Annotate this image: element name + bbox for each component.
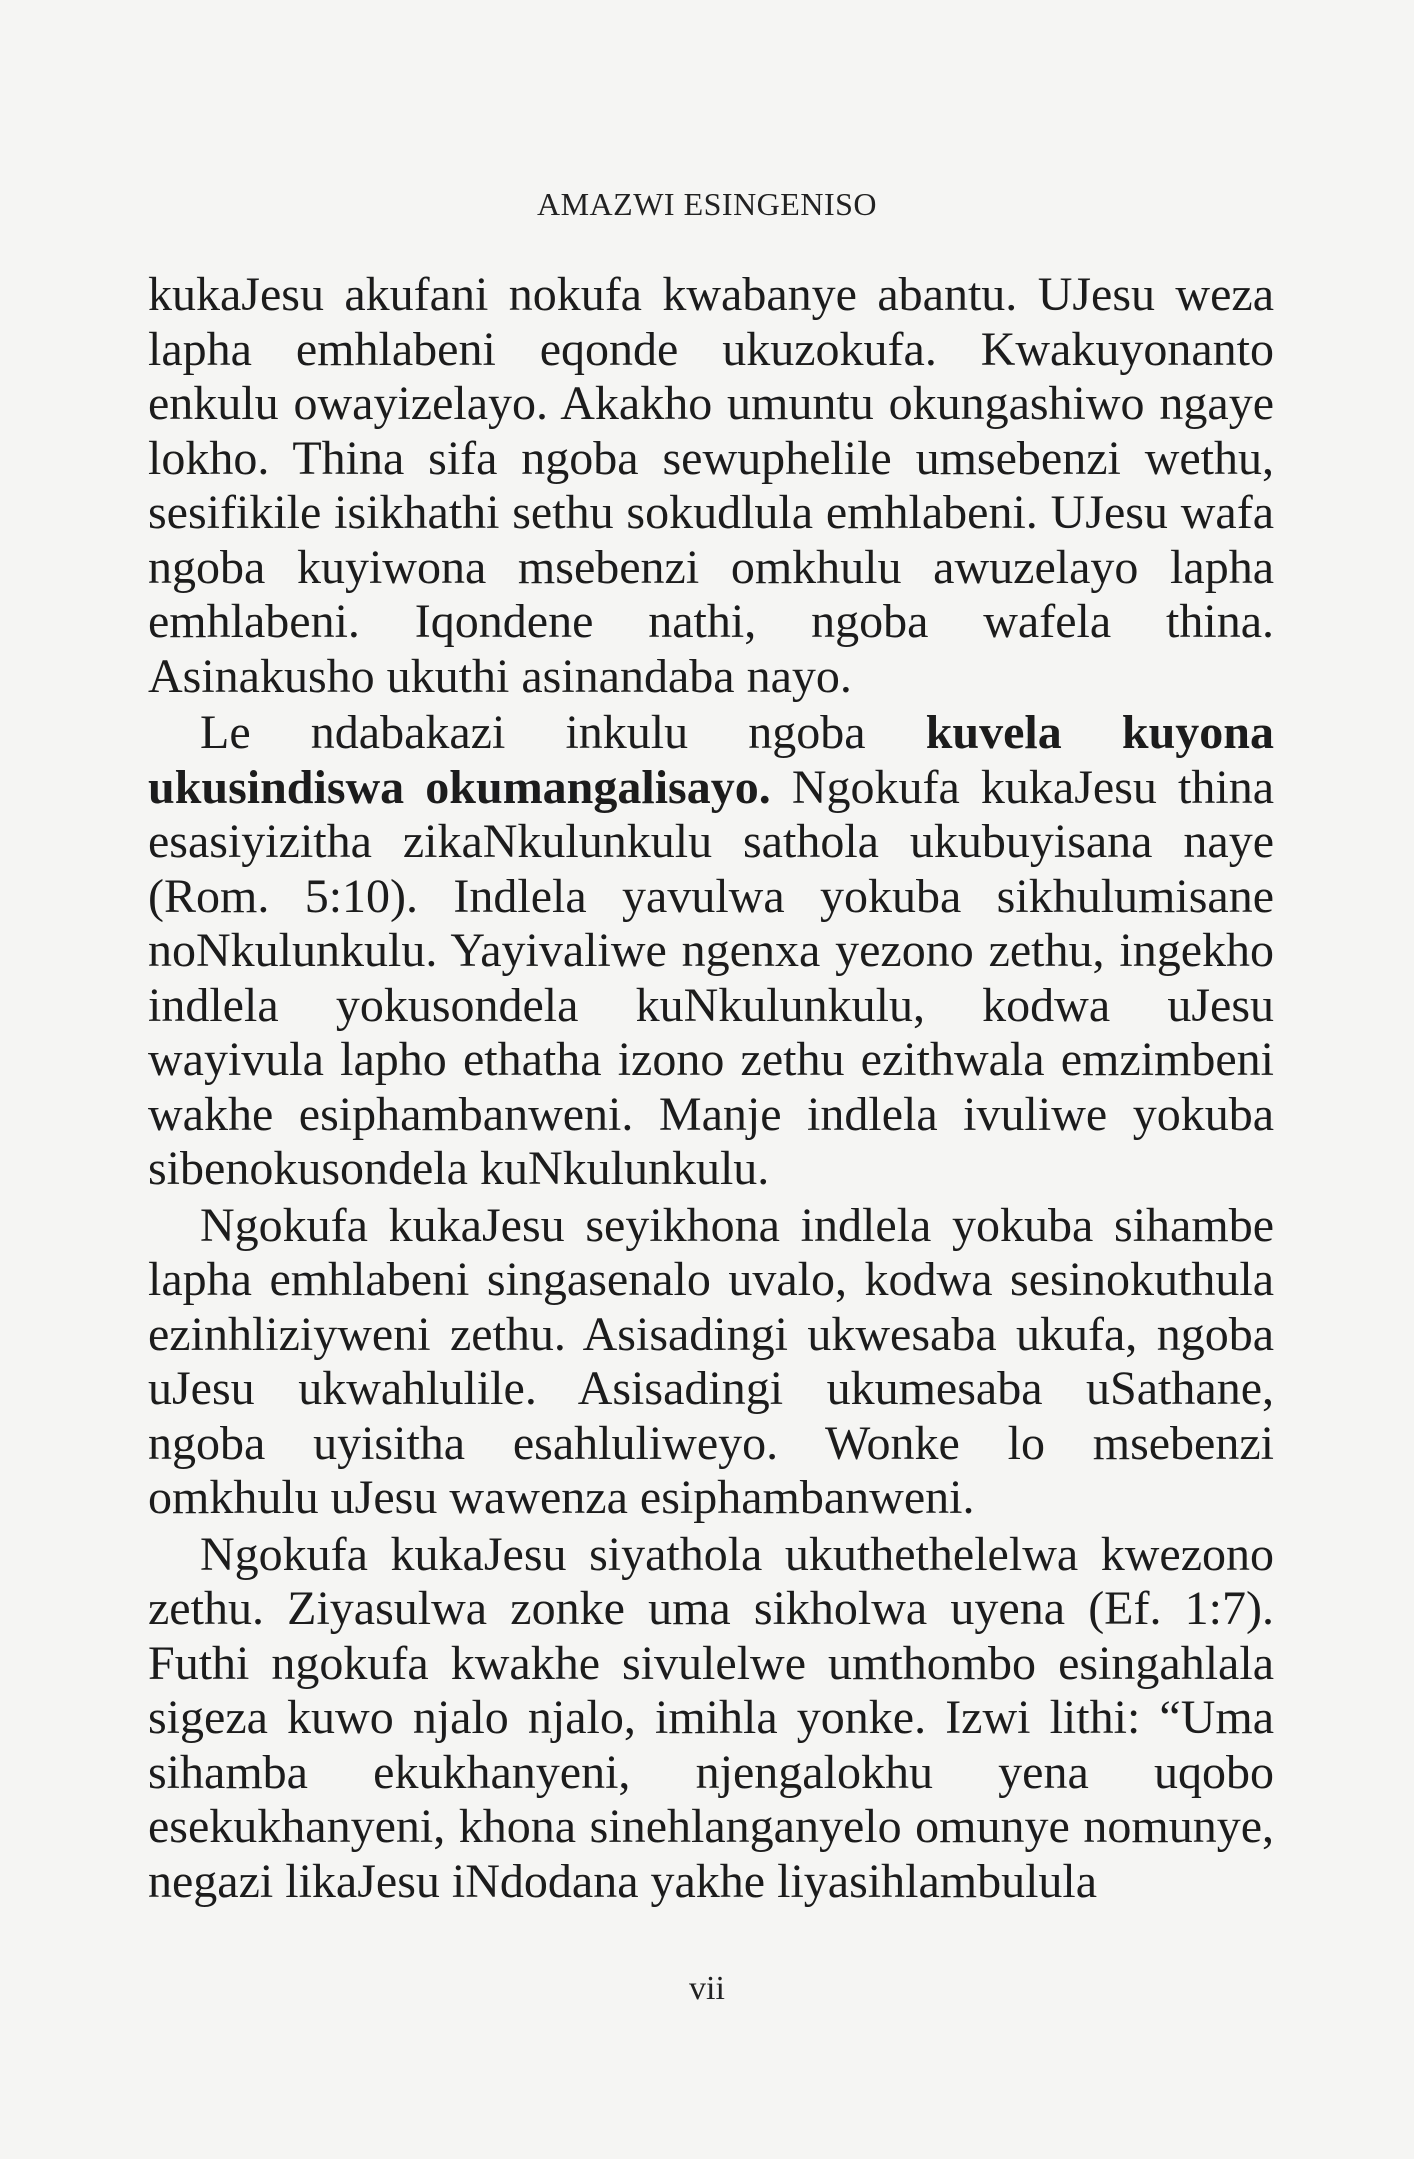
page-number: vii [689,1970,725,2007]
body-text [148,268,1274,1909]
running-head: AMAZWI ESINGENISO [536,186,877,222]
paragraph-2 [148,706,1274,1197]
paragraph-3: Ngokufa kukaJesu seyikhona indlela yokuba sihambe lapha emhlabeni singasenalo uvalo, kodwa sesinokuthula ezinhliziyweni zethu. Asisadingi ukwesaba ukufa, ngoba uJesu ukwahlulile. Asisadingi ukumesaba uSathane, ngoba uyisitha esahluliweyo. Wonke lo msebenzi omkhulu uJesu wawenza esiphambanweni. [148,1198,1274,1524]
paragraph-2-rest: Ngokufa kukaJesu thina esasiyizitha zikaNkulunkulu sathola ukubuyisana naye (Rom. 5:10). Indlela yavulwa yokuba sikhulumisane noNkulunkulu. Yayivaliwe ngenxa yezono zethu, ingekho indlela yokusondela kuNkulunkulu, kodwa uJesu wayivula lapho ethatha izono zethu ezithwala emzimbeni wakhe esiphambanweni. Manje indlela ivuliwe yokuba sibenokusondela kuNkulunkulu. [148,760,1274,1195]
paragraph-1: kukaJesu akufani nokufa kwabanye abantu. UJesu weza lapha emhlabeni eqonde ukuzokufa. Kwakuyonanto enkulu owayizelayo. Akakho umuntu okungashiwo ngaye lokho. Thina sifa ngoba sewuphelile umsebenzi wethu, sesifikile isikhathi sethu sokudlula emhlabeni. UJesu wafa ngoba kuyiwona msebenzi omkhulu awuzelayo lapha emhlabeni. Iqondene nathi, ngoba wafela thina. Asinakusho ukuthi asinandaba nayo. [148,268,1274,703]
paragraph-2-lead: Le ndabakazi inkulu ngoba [200,706,926,759]
paragraph-2-emphasis: kuvela kuyona ukusindiswa okumangalisayo. [148,706,1274,814]
paragraph-4: Ngokufa kukaJesu siyathola ukuthethelelwa kwezono zethu. Ziyasulwa zonke uma sikholwa uyena (Ef. 1:7). Futhi ngokufa kwakhe sivulelwe umthombo esingahlala sigeza kuwo njalo njalo, imihla yonke. Izwi lithi: “Uma sihamba ekukhanyeni, njengalokhu yena uqobo esekukhanyeni, khona sinehlanganyelo omunye nomunye, negazi likaJesu iNdodana yakhe liyasihlambulula [148,1527,1274,1908]
